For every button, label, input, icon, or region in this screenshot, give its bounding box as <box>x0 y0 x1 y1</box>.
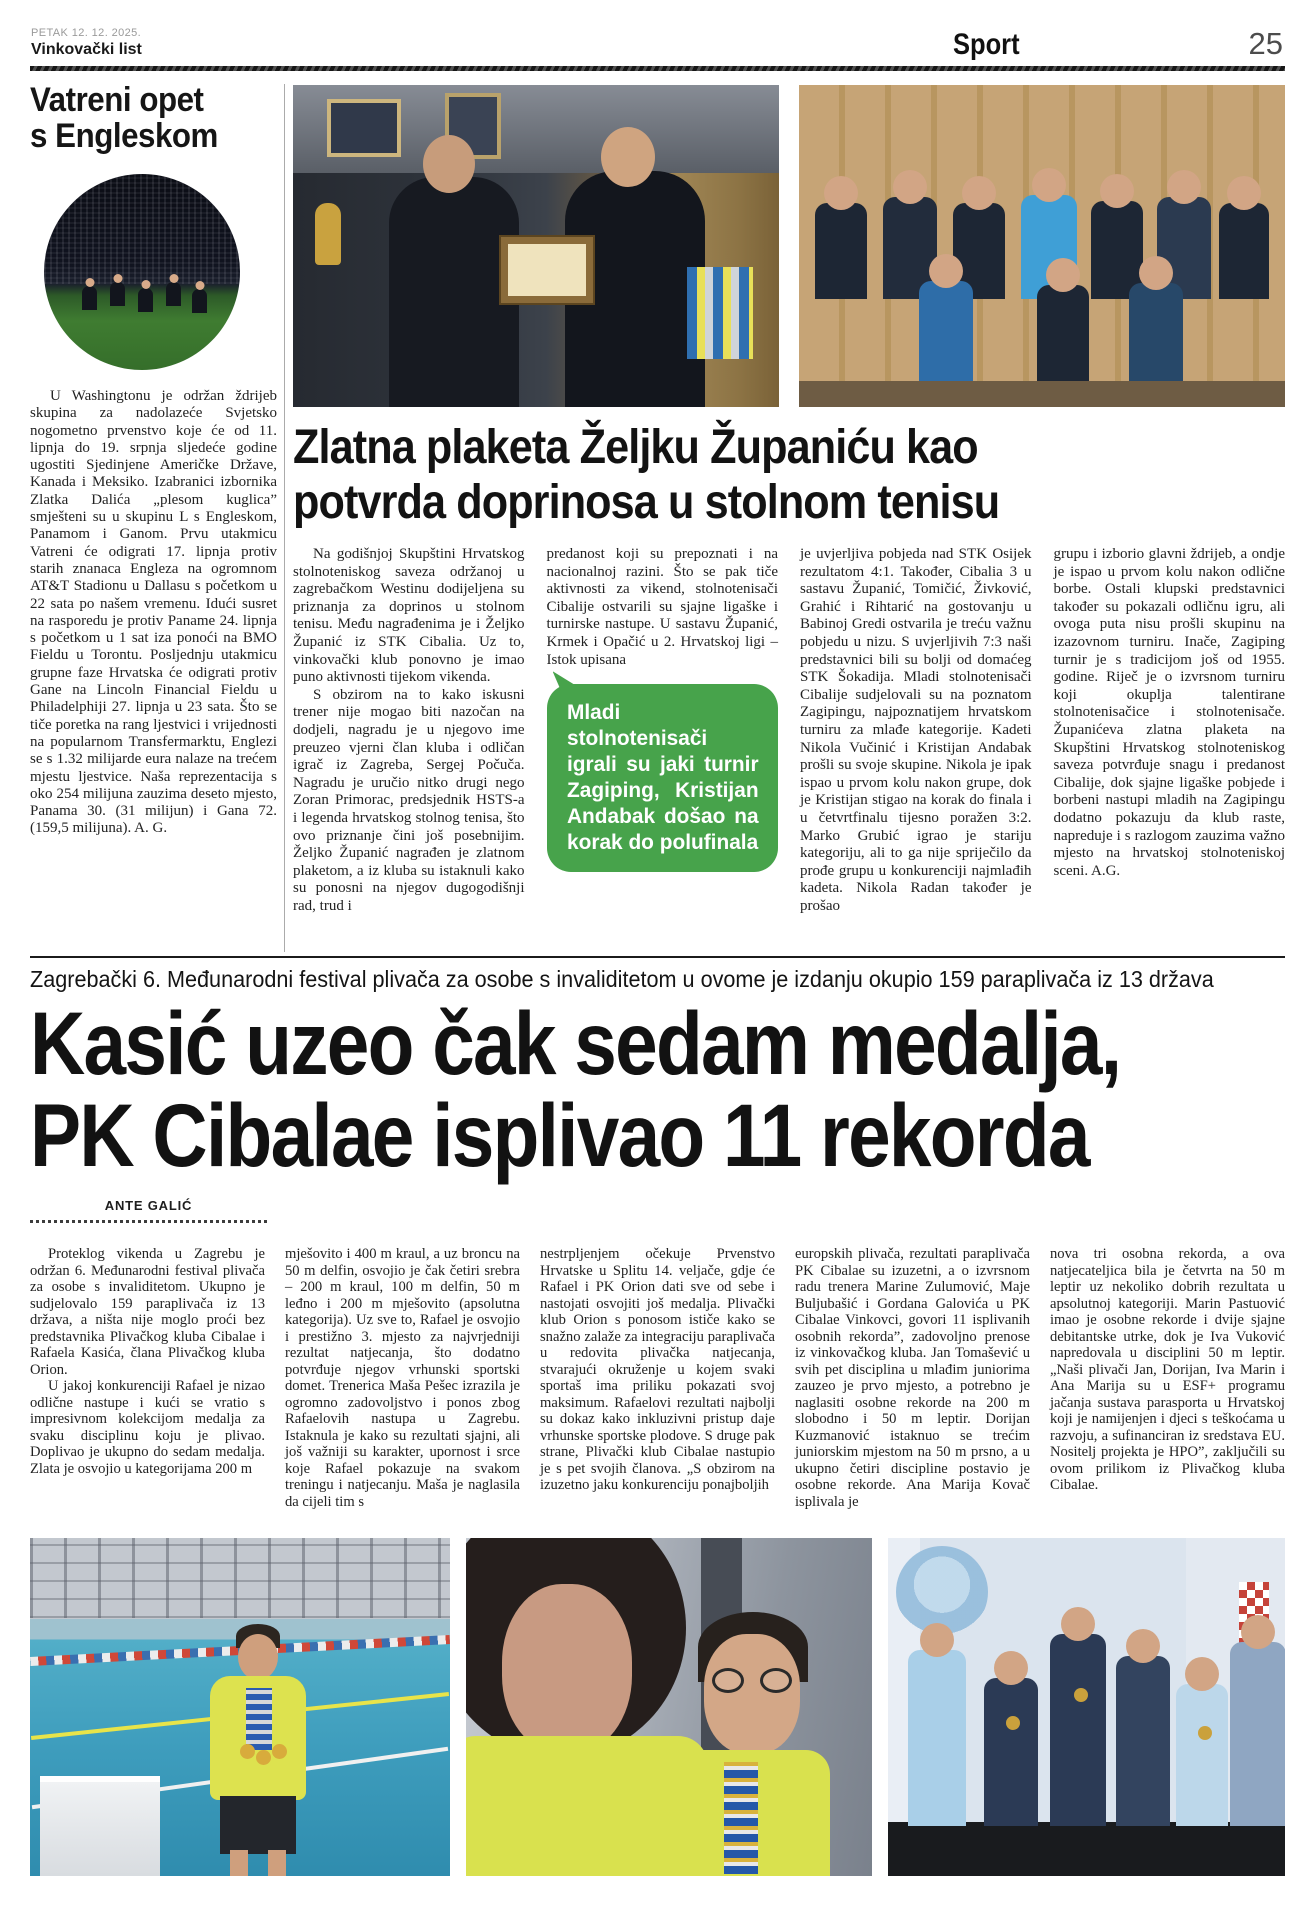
tennis-headline-line1: Zlatna plaketa Željku Županiću kao <box>293 421 978 474</box>
table-tennis-youth-team-photo <box>799 85 1285 407</box>
medal <box>1198 1726 1212 1740</box>
swimming-paragraph: nova tri osobna rekorda, a ova natjecateljica bila je četvrta na 50 m leptir uz nekoliko dobrih rezultata u apsolutnoj kategoriji. Marin Pastuović imao je osobne rekorde i dvije sjajne debitantske utrke, dok je Iva Vuković napredovala u disciplini 50 m leptir. „Naši plivači Jan, Dorijan, Iva Marin i Ana Marija su u ESF+ programu jačanja sustava parasporta u Hrvatskoj koji je namijenjen i djeci s teškoćama u razvoju, a sufinanciran iz sredstava EU. Nositelj projekta je HPO”, zaključili su ovom prilikom iz Plivačkog kluba Cibalae. <box>1050 1246 1285 1493</box>
player-figure <box>110 282 125 306</box>
player-figure <box>1219 203 1269 299</box>
tennis-paragraph: je uvjerljiva pobjeda nad STK Osijek rezultatom 4:1. Također, Cibalia 3 u sastavu Županić, Tomičić, Živković, Grahić i Rihtarić na gostovanju u Babinoj Gredi ostvarila je treću važnu pobjedu u nizu. S uvjerljivih 7:3 naši predstavnici bili su bolji od domaćeg STK Šokadija. Mladi stolnotenisači Cibalije sudjelovali su na poznatom Zagipingu, najpoznatijem hrvatskom turniru za mlađe kategorije. Kadeti Nikola Vučinić i Kristijan Andabak prošli su svoje skupine. Nikola je ipak ispao u prvom kolu nakon grupe, dok je Kristijan stigao na korak do finala i u četvrtfinalu tijesno poražen 3:2. Marko Grubić igrao je stariju kategoriju, ali to ga nije spriječilo da prođe grupu u konkurenciji najmlađih kadeta. Nikola Radan također je prošao <box>800 546 1032 914</box>
player-figure <box>166 282 181 306</box>
player-figure <box>82 286 97 310</box>
person-figure <box>908 1650 966 1826</box>
glasses-lens <box>760 1668 792 1693</box>
football-team-celebration-photo <box>44 174 240 370</box>
player-figure <box>138 288 153 312</box>
football-article <box>30 82 277 922</box>
tennis-column-3 <box>800 546 1032 948</box>
person-figure <box>1230 1642 1285 1826</box>
swimming-paragraph: europskih plivača, rezultati paraplivača PK Cibalae su izuzetni, a o izvrsnom radu trenera Marine Zulumović, Maje Buljubašić i Gordana Galovića u PK Cibalae Vinkovci, govori 11 isplivanih osobnih rekorda”, zadovoljno prenose iz vinkovačkog kluba. Jan Tomašević u svih pet disciplina u mlađim juniorima zauzeo je prvo mjesto, a potrebno je naglasiti osobne rekorde na 200 m slobodno i 50 m leptir. Dorijan Kuzmanović istaknuo se trećim juniorskim mjestom na 50 m prsno, a u ukupno četiri discipline postavio je osobne rekorde. Ana Marija Kovač isplivala je <box>795 1246 1030 1510</box>
tennis-photo-row <box>293 85 1285 407</box>
medal <box>272 1744 287 1759</box>
crowd-texture <box>44 174 240 284</box>
pull-quote-box <box>547 684 779 872</box>
football-paragraph: U Washingtonu je održan ždrijeb skupina za nadolazeće Svjetsko nogometno prvenstvo koje će od 11. lipnja do 19. srpnja sljedeće godine ugostiti Sjedinjene Američke Države, Kanada i Meksiko. Izabranici izbornika Zlatka Dalića „plesom kuglica” smješteni su u skupinu L s Engleskom, Panamom i Ganom. Prvu utakmicu Vatreni će odigrati 17. lipnja protiv starih znanaca Engleza na ogromnom AT&T Stadionu u Dallasu s početkom u 22 sata po našem vremenu. Idući susret na rasporedu je protiv Paname 24. lipnja s početkom u 1 sat iza ponoći na BMO Fieldu u Torontu. Posljednju utakmicu grupne faze Hrvatska će odigrati protiv Gane na Lincoln Financial Fieldu u Philadelphiji 27. lipnja u 23 sata. Što se tiče poretka na rang ljestvici i vrijednosti na popularnom Transfermarktu, Englezi se s 1.32 milijarde eura nalaze na trećem mjestu ljestvice. Naša reprezentacija s oko 254 milijuna zauzima deseto mjesto, Panama 30. (31 milijun) i Gana 72. (159,5 milijuna). A. G. <box>30 388 277 837</box>
coach-face <box>502 1584 632 1754</box>
medal <box>1074 1688 1088 1702</box>
tennis-headline <box>293 420 1285 530</box>
person-head <box>601 127 655 187</box>
player-figure <box>1037 285 1089 381</box>
tennis-paragraph: predanost koji su prepoznati i na nacionalnoj razini. Što se pak tiče aktivnosti za vikend, stolnotenisači Cibalije ostvarili su sjajne ligaške i turnirske nastupe. U sastavu Županić, Krmek i Opačić u 2. Hrvatskoj ligi – Istok upisana <box>546 546 778 668</box>
kicker-text: Zagrebački 6. Međunarodni festival plivača za osobe s invaliditetom u ovome je izdanju okupio 159 paraplivača iz 13 država <box>30 966 1214 992</box>
swimming-column-2 <box>285 1246 520 1534</box>
medal <box>256 1750 271 1765</box>
swimming-column-1 <box>30 1246 265 1534</box>
swimmer-head <box>238 1634 278 1680</box>
wall-frame <box>327 99 401 157</box>
byline-block <box>30 1198 267 1223</box>
person-figure <box>1116 1656 1170 1826</box>
kicker-line <box>30 966 1285 993</box>
starting-block <box>40 1776 160 1876</box>
page-number: 25 <box>1248 26 1283 61</box>
person-figure <box>1176 1684 1228 1826</box>
swimming-paragraph: nestrpljenjem očekuje Prvenstvo Hrvatske u Splitu 14. veljače, gdje će Rafael i PK Orion dati sve od sebe i nastojati osvojiti još medalja. Plivački klub Orion s ponosom ističe kako se snažno zalaže za integraciju paraplivača u redovita plivačka natjecanja, stvarajući okruženje u kojem svaki sportaš ima priliku pokazati svoj maksimum. Rafaelovi rezultati najbolji su dokaz kako inkluzivni pristup daje vrhunske sportske plodove. S druge pak strane, Plivački klub Cibalae nastupio je s pet svojih članova. „S obzirom na izuzetno jaku konkurenciju ponajboljih <box>540 1246 775 1493</box>
player-figure <box>192 289 207 313</box>
table-tennis-article <box>293 85 1285 948</box>
medal-ribbons <box>246 1688 272 1750</box>
floor <box>888 1822 1285 1876</box>
tennis-column-2 <box>547 546 779 948</box>
football-body <box>30 388 277 922</box>
golden-plaque <box>501 237 593 303</box>
tennis-paragraph: Na godišnjoj Skupštini Hrvatskog stolnoteniskog saveza održanoj u zagrebačkom Westinu dodijeljena su priznanja za doprinos u stolnom tenisu. Među nagrađenima je i Željko Županić iz STK Cibalia. Uz to, vinkovački klub ponovno je imao puno aktivnosti tijekom vikenda. <box>293 546 525 686</box>
swimming-headline <box>30 993 1285 1185</box>
trophy-shape <box>315 203 341 265</box>
tennis-paragraph: grupu i izborio glavni ždrijeb, a ondje je ispao u prvom kolu nakon odlične borbe. Ostali klupski predstavnici također su pokazali odličnu igru, ali ovoga puta nisu prošli skupinu na izazovnom turniru. Inače, Zagiping turnir je s tradicijom još od 1955. godine. Riječ je o izvrsnom turniru koji okuplja talentirane stolnotenisačice i stolnotenisače. Županićeva zlatna plaketa na Skupštini Hrvatskog stolnoteniskog saveza potvrđuje snagu i predanost Cibalije, dok sjajne ligaške pobjede i borbeni nastupi mladih na Zagipingu dodatno pokazuju da klub raste, napreduje i s razlogom zauzima važno mjesto na hrvatskoj stolnoteniskoj sceni. A.G. <box>1053 546 1285 879</box>
swimmer-leg <box>268 1850 286 1876</box>
ceiling-truss <box>30 1538 450 1618</box>
swimming-photo-row <box>30 1538 1285 1876</box>
date-label: PETAK 12. 12. 2025. <box>31 27 142 39</box>
tennis-headline-line2: potvrda doprinosa u stolnom tenisu <box>293 476 1000 529</box>
pull-quote-text: Mladi stolnotenisači igrali su jaki turnir Zagiping, Kristijan Andabak došao na korak do polufinala <box>566 700 759 855</box>
swimming-body-columns <box>30 1246 1285 1534</box>
pull-quote-tail <box>553 671 589 691</box>
coach-and-swimmer-selfie-photo <box>466 1538 872 1876</box>
person-figure <box>984 1678 1038 1826</box>
floor <box>799 381 1285 407</box>
byline-author: ANTE GALIĆ <box>104 1198 193 1213</box>
publication-name: Vinkovački list <box>31 41 142 58</box>
section-label: Sport <box>953 28 1020 61</box>
swimmer-leg <box>230 1850 248 1876</box>
swimming-headline-line1: Kasić uzeo čak sedam medalja, <box>30 993 1121 1093</box>
swimming-paragraph: Proteklog vikenda u Zagrebu je održan 6. Međunarodni festival plivača za osobe s invaliditetom. Ukupno je sudjelovalo 159 paraplivača iz 13 država, a ništa nije moglo proći bez predstavnika Plivačkog kluba Cibalae i Rafaela Kasića, člana Plivačkog kluba Orion. <box>30 1246 265 1378</box>
glasses-lens <box>712 1668 744 1693</box>
swimmer-shorts <box>220 1796 296 1854</box>
swimming-column-3 <box>540 1246 775 1534</box>
plaque-award-ceremony-photo <box>293 85 779 407</box>
medal <box>1006 1716 1020 1730</box>
tennis-column-4 <box>1054 546 1286 948</box>
coach-shirt <box>466 1736 708 1876</box>
person-figure <box>1050 1634 1106 1826</box>
column-divider <box>284 84 285 952</box>
swimming-column-5 <box>1050 1246 1285 1534</box>
shelf-binders <box>687 267 753 359</box>
football-title-line2: s Engleskom <box>30 117 218 155</box>
player-figure <box>1129 283 1183 381</box>
swimmer-poolside-photo <box>30 1538 450 1876</box>
person-figure <box>389 177 519 407</box>
football-title <box>30 82 277 154</box>
medal-ribbons <box>724 1762 758 1874</box>
tennis-column-1 <box>293 546 525 948</box>
swimming-article <box>30 956 1285 1876</box>
byline-dotted-rule <box>30 1220 267 1223</box>
header-rule <box>30 66 1285 71</box>
swimming-headline-line2: PK Cibalae isplivao 11 rekorda <box>30 1085 1089 1185</box>
tennis-body-columns <box>293 546 1285 948</box>
swimming-paragraph: mješovito i 400 m kraul, a uz broncu na 50 m delfin, osvojio je čak četiri srebra – 200 m kraul, 100 m delfin, 50 m leđno i 200 m mješovito (apsolutna kategorija). Uz sve to, Rafael je osvojio i prestižno 3. mjesto za najvrjedniji rezultat natjecanja, što dodatno potvrđuje njegov vrhunski sportski domet. Trenerica Maša Pešec izrazila je ogromno zadovoljstvo i ponos zbog Rafaelovih nastupa u Zagrebu. Istaknula je kako su rezultati sjajni, ali još važniji su karakter, upornost i srce koje Rafael pokazuje na svakom treningu i natjecanju. Maša je naglasila da cijeli tim s <box>285 1246 520 1510</box>
section-divider-rule <box>30 956 1285 958</box>
player-figure <box>919 281 973 381</box>
tennis-paragraph: S obzirom na to kako iskusni trener nije mogao biti nazočan na dodjeli, nagradu je u njegovo ime preuzeo vjerni član kluba i odličan igrač iz Zagreba, Sergej Počuča. Nagradu je uručio nitko drugi nego Zoran Primorac, predsjednik HSTS-a i legenda hrvatskog stolnog tenisa, što ovo priznanje čini još posebnijim. Željko Županić nagrađen je zlatnom plaketom, a iz kluba su istaknuli kako su ponosni na njegov dugogodišnji rad, trud i <box>293 686 525 914</box>
football-title-line1: Vatreni opet <box>30 81 204 119</box>
player-figure <box>815 203 867 299</box>
swimming-paragraph: U jakoj konkurenciji Rafael je nizao odlične nastupe i kući se vratio s impresivnom kolekcijom medalja za svaku disciplinu koju je plivao. Doplivao je ukupno do sedam medalja. Zlata je osvojio u kategorijama 200 m <box>30 1378 265 1477</box>
swimming-column-4 <box>795 1246 1030 1534</box>
medal <box>240 1744 255 1759</box>
swimmer-face <box>704 1634 800 1754</box>
swim-team-group-photo <box>888 1538 1285 1876</box>
person-head <box>423 135 475 193</box>
